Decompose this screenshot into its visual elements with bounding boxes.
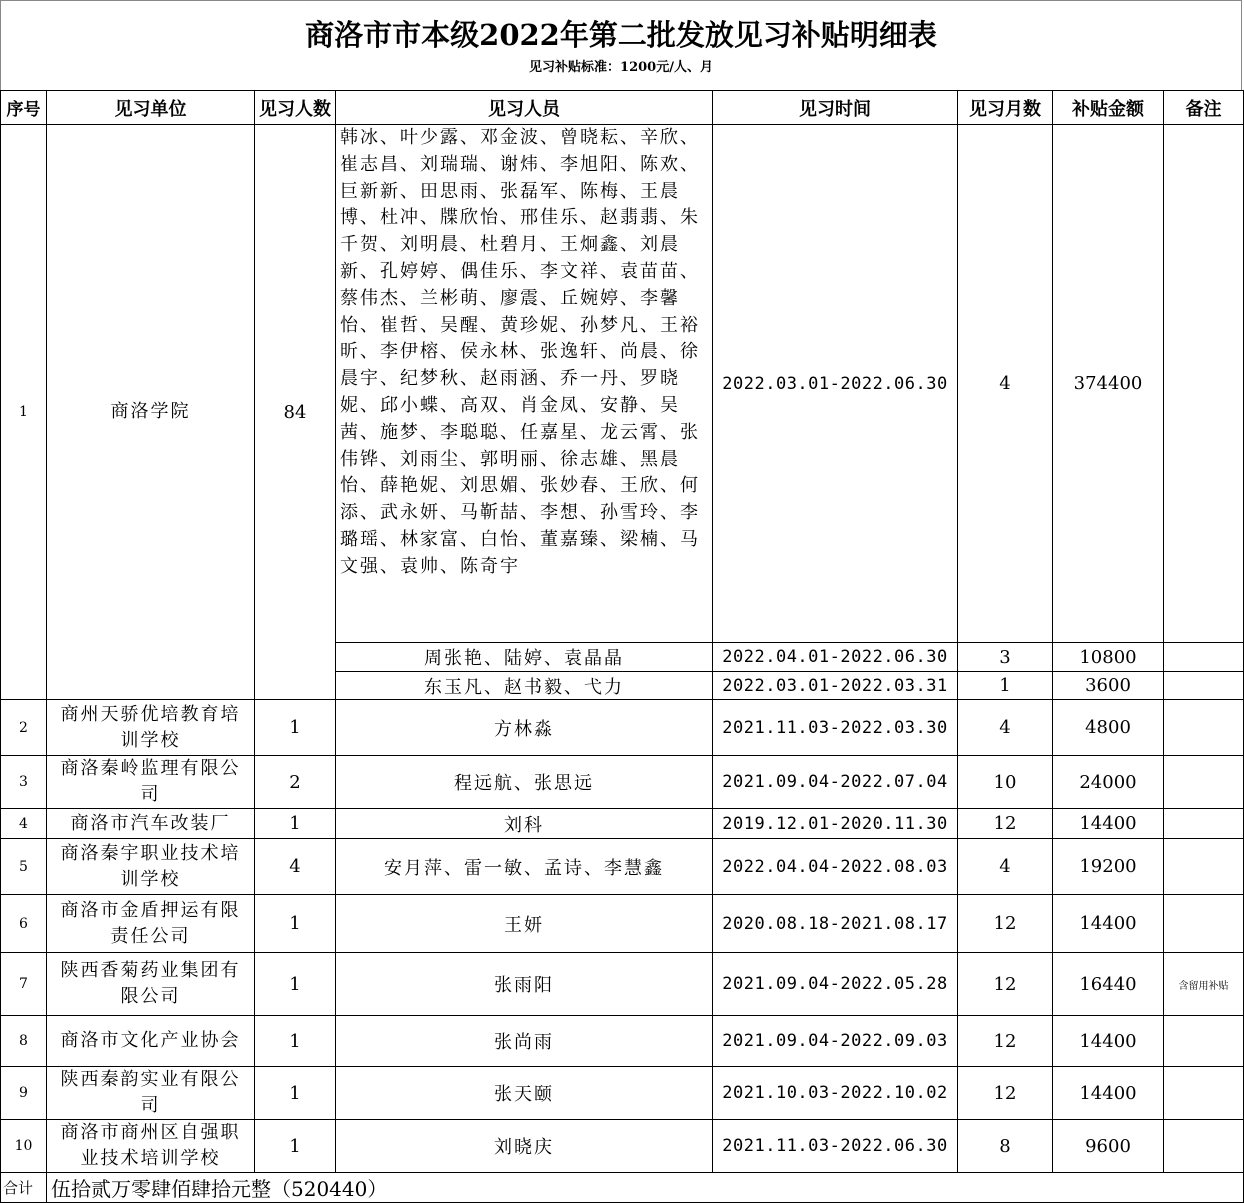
cell-count: 84 (255, 125, 336, 700)
table-row (1, 895, 1244, 953)
cell-unit: 商洛市文化产业协会 (47, 1016, 255, 1067)
table-row (1, 700, 1244, 756)
cell-unit: 商洛秦岭监理有限公司 (47, 756, 255, 809)
cell-names: 张天颐 (336, 1067, 713, 1120)
cell-unit: 陕西香菊药业集团有限公司 (47, 953, 255, 1016)
cell-remark (1164, 756, 1244, 809)
cell-period: 2022.03.01-2022.06.30 (713, 125, 958, 643)
header-period: 见习时间 (713, 91, 958, 125)
cell-amount: 14400 (1053, 1067, 1164, 1120)
cell-count: 1 (255, 895, 336, 953)
cell-amount: 374400 (1053, 125, 1164, 643)
table-row (1, 809, 1244, 839)
cell-amount: 3600 (1053, 672, 1164, 700)
cell-count: 1 (255, 700, 336, 756)
header-amount: 补贴金额 (1053, 91, 1164, 125)
cell-count: 1 (255, 1016, 336, 1067)
cell-seq: 4 (1, 809, 47, 839)
cell-months: 10 (958, 756, 1053, 809)
cell-remark (1164, 1120, 1244, 1173)
cell-amount: 16440 (1053, 953, 1164, 1016)
cell-period: 2021.11.03-2022.03.30 (713, 700, 958, 756)
cell-remark (1164, 1067, 1244, 1120)
header-seq: 序号 (1, 91, 47, 125)
cell-months: 4 (958, 125, 1053, 643)
cell-unit: 商洛秦宇职业技术培训学校 (47, 839, 255, 895)
cell-seq: 2 (1, 700, 47, 756)
cell-remark (1164, 125, 1244, 643)
cell-months: 4 (958, 839, 1053, 895)
cell-period: 2020.08.18-2021.08.17 (713, 895, 958, 953)
cell-remark (1164, 895, 1244, 953)
page-title: 商洛市市本级2022年第二批发放见习补贴明细表 (305, 18, 937, 52)
cell-names: 张雨阳 (336, 953, 713, 1016)
cell-seq: 3 (1, 756, 47, 809)
cell-period: 2019.12.01-2020.11.30 (713, 809, 958, 839)
total-row (1, 1173, 1244, 1203)
cell-period: 2021.10.03-2022.10.02 (713, 1067, 958, 1120)
cell-names: 周张艳、陆婷、袁晶晶 (336, 643, 713, 672)
subsidy-standard: 见习补贴标准：1200元/人、月 (529, 60, 713, 75)
cell-amount: 14400 (1053, 895, 1164, 953)
cell-count: 1 (255, 953, 336, 1016)
total-value: 伍拾贰万零肆佰肆拾元整（520440） (47, 1173, 1244, 1203)
cell-period: 2021.09.04-2022.09.03 (713, 1016, 958, 1067)
cell-months: 12 (958, 809, 1053, 839)
cell-amount: 9600 (1053, 1120, 1164, 1173)
cell-remark (1164, 809, 1244, 839)
cell-amount: 19200 (1053, 839, 1164, 895)
cell-count: 1 (255, 1120, 336, 1173)
header-months: 见习月数 (958, 91, 1053, 125)
cell-names: 方林淼 (336, 700, 713, 756)
cell-unit: 商洛市商州区自强职业技术培训学校 (47, 1120, 255, 1173)
cell-remark (1164, 672, 1244, 700)
cell-period: 2022.03.01-2022.03.31 (713, 672, 958, 700)
cell-remark (1164, 700, 1244, 756)
cell-remark (1164, 1016, 1244, 1067)
title-block (0, 0, 1242, 90)
cell-names: 张尚雨 (336, 1016, 713, 1067)
cell-names: 程远航、张思远 (336, 756, 713, 809)
cell-names: 安月萍、雷一敏、孟诗、李慧鑫 (336, 839, 713, 895)
cell-count: 1 (255, 1067, 336, 1120)
header-remark: 备注 (1164, 91, 1244, 125)
cell-remark: 含留用补贴 (1164, 953, 1244, 1016)
cell-unit: 商洛学院 (47, 125, 255, 700)
header-count: 见习人数 (255, 91, 336, 125)
cell-names: 刘晓庆 (336, 1120, 713, 1173)
table-row (1, 125, 1244, 643)
cell-seq: 9 (1, 1067, 47, 1120)
cell-count: 2 (255, 756, 336, 809)
cell-months: 4 (958, 700, 1053, 756)
cell-unit: 商洛市金盾押运有限责任公司 (47, 895, 255, 953)
table-row (1, 839, 1244, 895)
cell-remark (1164, 643, 1244, 672)
cell-amount: 14400 (1053, 809, 1164, 839)
cell-unit: 商洛市汽车改装厂 (47, 809, 255, 839)
header-row (1, 91, 1244, 125)
cell-months: 12 (958, 1016, 1053, 1067)
cell-seq: 10 (1, 1120, 47, 1173)
table-row (1, 953, 1244, 1016)
cell-months: 12 (958, 1067, 1053, 1120)
table-row (1, 756, 1244, 809)
cell-unit: 商州天骄优培教育培训学校 (47, 700, 255, 756)
cell-seq: 7 (1, 953, 47, 1016)
cell-months: 1 (958, 672, 1053, 700)
cell-amount: 10800 (1053, 643, 1164, 672)
cell-names: 王妍 (336, 895, 713, 953)
cell-count: 1 (255, 809, 336, 839)
cell-period: 2021.09.04-2022.07.04 (713, 756, 958, 809)
cell-amount: 24000 (1053, 756, 1164, 809)
cell-seq: 1 (1, 125, 47, 700)
total-label: 合计 (1, 1173, 47, 1203)
subsidy-table (0, 90, 1244, 1203)
cell-period: 2022.04.04-2022.08.03 (713, 839, 958, 895)
cell-amount: 14400 (1053, 1016, 1164, 1067)
cell-months: 3 (958, 643, 1053, 672)
table-row (1, 1120, 1244, 1173)
table-row (1, 1067, 1244, 1120)
cell-remark (1164, 839, 1244, 895)
cell-months: 12 (958, 895, 1053, 953)
header-unit: 见习单位 (47, 91, 255, 125)
cell-seq: 8 (1, 1016, 47, 1067)
cell-months: 8 (958, 1120, 1053, 1173)
cell-seq: 5 (1, 839, 47, 895)
cell-names: 刘科 (336, 809, 713, 839)
cell-seq: 6 (1, 895, 47, 953)
cell-unit: 陕西秦韵实业有限公司 (47, 1067, 255, 1120)
cell-count: 4 (255, 839, 336, 895)
cell-names: 东玉凡、赵书毅、弋力 (336, 672, 713, 700)
cell-period: 2021.11.03-2022.06.30 (713, 1120, 958, 1173)
cell-amount: 4800 (1053, 700, 1164, 756)
table-row (1, 1016, 1244, 1067)
cell-names: 韩冰、叶少露、邓金波、曾晓耘、辛欣、崔志昌、刘瑞瑞、谢炜、李旭阳、陈欢、巨新新、田思雨、张磊军、陈梅、王晨博、杜冲、牒欣怡、邢佳乐、赵翡翡、朱千贺、刘明晨、杜碧月、王炯鑫、刘晨新、孔婷婷、偶佳乐、李文祥、袁苗苗、蔡伟杰、兰彬萌、廖震、丘婉婷、李馨怡、崔哲、吴醒、黄珍妮、孙梦凡、王裕昕、李伊榕、侯永林、张逸轩、尚晨、徐晨宇、纪梦秋、赵雨涵、乔一丹、罗晓妮、邱小蝶、高双、肖金凤、安静、吴茜、施梦、李聪聪、任嘉星、龙云霄、张伟铧、刘雨尘、郭明丽、徐志雄、黑晨怡、薛艳妮、刘思媚、张妙春、王欣、何添、武永妍、马靳喆、李想、孙雪玲、李璐瑶、林家富、白怡、董嘉臻、梁楠、马文强、袁帅、陈奇宇 (336, 125, 713, 643)
cell-period: 2021.09.04-2022.05.28 (713, 953, 958, 1016)
cell-period: 2022.04.01-2022.06.30 (713, 643, 958, 672)
header-names: 见习人员 (336, 91, 713, 125)
cell-months: 12 (958, 953, 1053, 1016)
